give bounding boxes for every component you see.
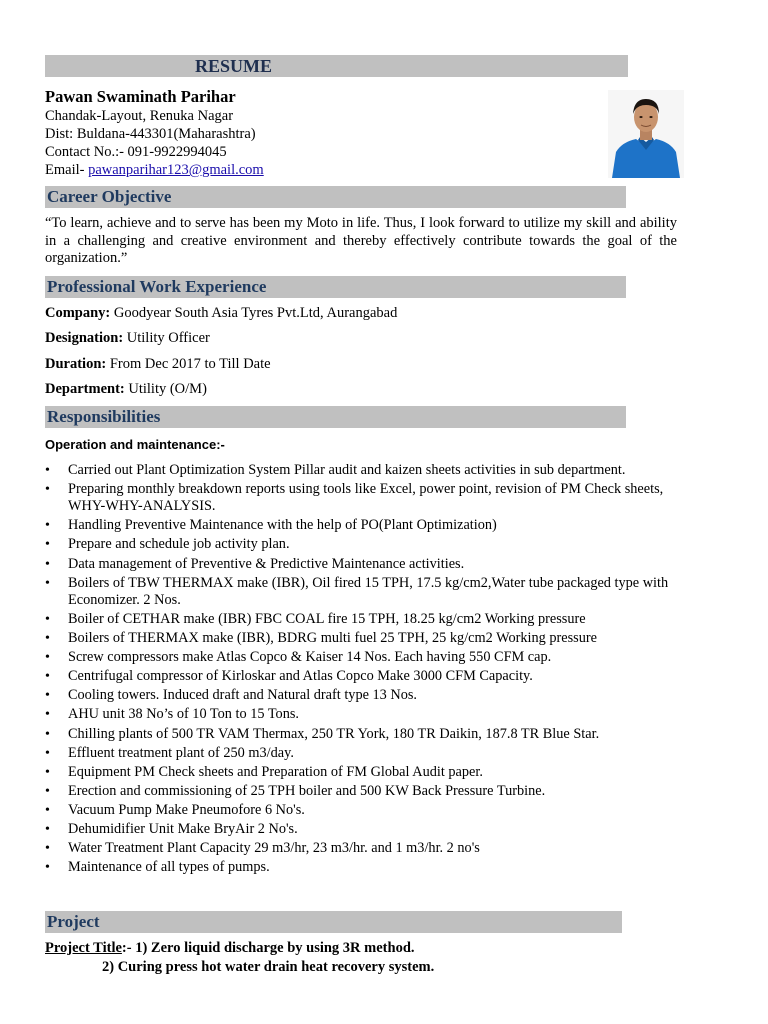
designation-row — [45, 330, 210, 347]
project-title-label: Project Title — [45, 940, 122, 956]
address-line-1: Chandak-Layout, Renuka Nagar — [45, 108, 234, 124]
list-item: • Equipment PM Check sheets and Preparation of FM Global Audit paper. — [45, 764, 685, 781]
career-objective-text: “To learn, achieve and to serve has been my Moto in life. Thus, I look forward to utilize my skill and ability in a challenging and creative environment and thereby effectively contribute towards the goal of the organization.” — [45, 215, 677, 266]
list-item: • Vacuum Pump Make Pneumofore 6 No's. — [45, 802, 685, 819]
list-item: • Boilers of THERMAX make (IBR), BDRG multi fuel 25 TPH, 25 kg/cm2 Working pressure — [45, 630, 685, 647]
resume-title-bar — [45, 55, 628, 77]
experience-heading-bar — [45, 276, 626, 298]
contact-number: Contact No.:- 091-9922994045 — [45, 144, 227, 160]
list-item: • Boilers of TBW THERMAX make (IBR), Oil fired 15 TPH, 17.5 kg/cm2,Water tube packaged type with Economizer. 2 Nos. — [45, 575, 685, 609]
list-item: • Carried out Plant Optimization System Pillar audit and kaizen sheets activities in sub department. — [45, 462, 685, 479]
address-line-2: Dist: Buldana-443301(Maharashtra) — [45, 126, 256, 142]
email-link[interactable]: pawanparihar123@gmail.com — [88, 162, 264, 178]
department-value: Utility (O/M) — [128, 381, 207, 397]
list-item: • Centrifugal compressor of Kirloskar and Atlas Copco Make 3000 CFM Capacity. — [45, 668, 685, 685]
list-item: • AHU unit 38 No’s of 10 Ton to 15 Tons. — [45, 706, 685, 723]
list-item: • Prepare and schedule job activity plan. — [45, 536, 685, 553]
candidate-name: Pawan Swaminath Parihar — [45, 87, 236, 106]
list-item: • Erection and commissioning of 25 TPH boiler and 500 KW Back Pressure Turbine. — [45, 783, 685, 800]
project-heading: Project — [47, 912, 100, 931]
duration-value: From Dec 2017 to Till Date — [109, 356, 271, 372]
company-label: Company: — [45, 305, 111, 321]
duration-row — [45, 356, 271, 373]
responsibilities-heading: Responsibilities — [47, 407, 161, 426]
list-item: • Dehumidifier Unit Make BryAir 2 No's. — [45, 821, 685, 838]
project-heading-bar — [45, 911, 622, 933]
company-value: Goodyear South Asia Tyres Pvt.Ltd, Aurangabad — [113, 305, 398, 321]
list-item: • Chilling plants of 500 TR VAM Thermax, 250 TR York, 180 TR Daikin, 187.8 TR Blue Star. — [45, 726, 685, 743]
list-item: • Effluent treatment plant of 250 m3/day. — [45, 745, 685, 762]
department-row — [45, 381, 207, 398]
duration-label: Duration: — [45, 356, 107, 372]
responsibilities-heading-bar — [45, 406, 626, 428]
profile-photo-image — [608, 90, 684, 178]
list-item: • Preparing monthly breakdown reports using tools like Excel, power point, revision of PM Check sheets, WHY-WHY-ANALYSIS. — [45, 481, 685, 515]
list-item: • Handling Preventive Maintenance with the help of PO(Plant Optimization) — [45, 517, 685, 534]
project-title-separator: :- — [121, 940, 136, 956]
email-line — [45, 162, 264, 179]
experience-heading: Professional Work Experience — [47, 277, 267, 296]
career-objective-heading-bar — [45, 186, 626, 208]
designation-value: Utility Officer — [126, 330, 210, 346]
profile-photo — [608, 90, 684, 178]
email-label: Email- — [45, 162, 85, 178]
company-row — [45, 305, 397, 322]
project-title-row — [45, 940, 415, 957]
list-item: • Data management of Preventive & Predictive Maintenance activities. — [45, 556, 685, 573]
career-objective-heading: Career Objective — [47, 187, 172, 206]
responsibilities-list — [45, 462, 685, 878]
resume-title: RESUME — [195, 56, 273, 76]
list-item: • Screw compressors make Atlas Copco & Kaiser 14 Nos. Each having 550 CFM cap. — [45, 649, 685, 666]
project-item-2: 2) Curing press hot water drain heat recovery system. — [102, 959, 435, 975]
list-item: • Cooling towers. Induced draft and Natural draft type 13 Nos. — [45, 687, 685, 704]
project-item-1: 1) Zero liquid discharge by using 3R method. — [135, 940, 415, 956]
list-item: • Water Treatment Plant Capacity 29 m3/hr, 23 m3/hr. and 1 m3/hr. 2 no's — [45, 840, 685, 857]
list-item: • Maintenance of all types of pumps. — [45, 859, 685, 876]
responsibilities-subheading: Operation and maintenance:- — [45, 437, 225, 452]
list-item: • Boiler of CETHAR make (IBR) FBC COAL fire 15 TPH, 18.25 kg/cm2 Working pressure — [45, 611, 685, 628]
department-label: Department: — [45, 381, 125, 397]
designation-label: Designation: — [45, 330, 124, 346]
